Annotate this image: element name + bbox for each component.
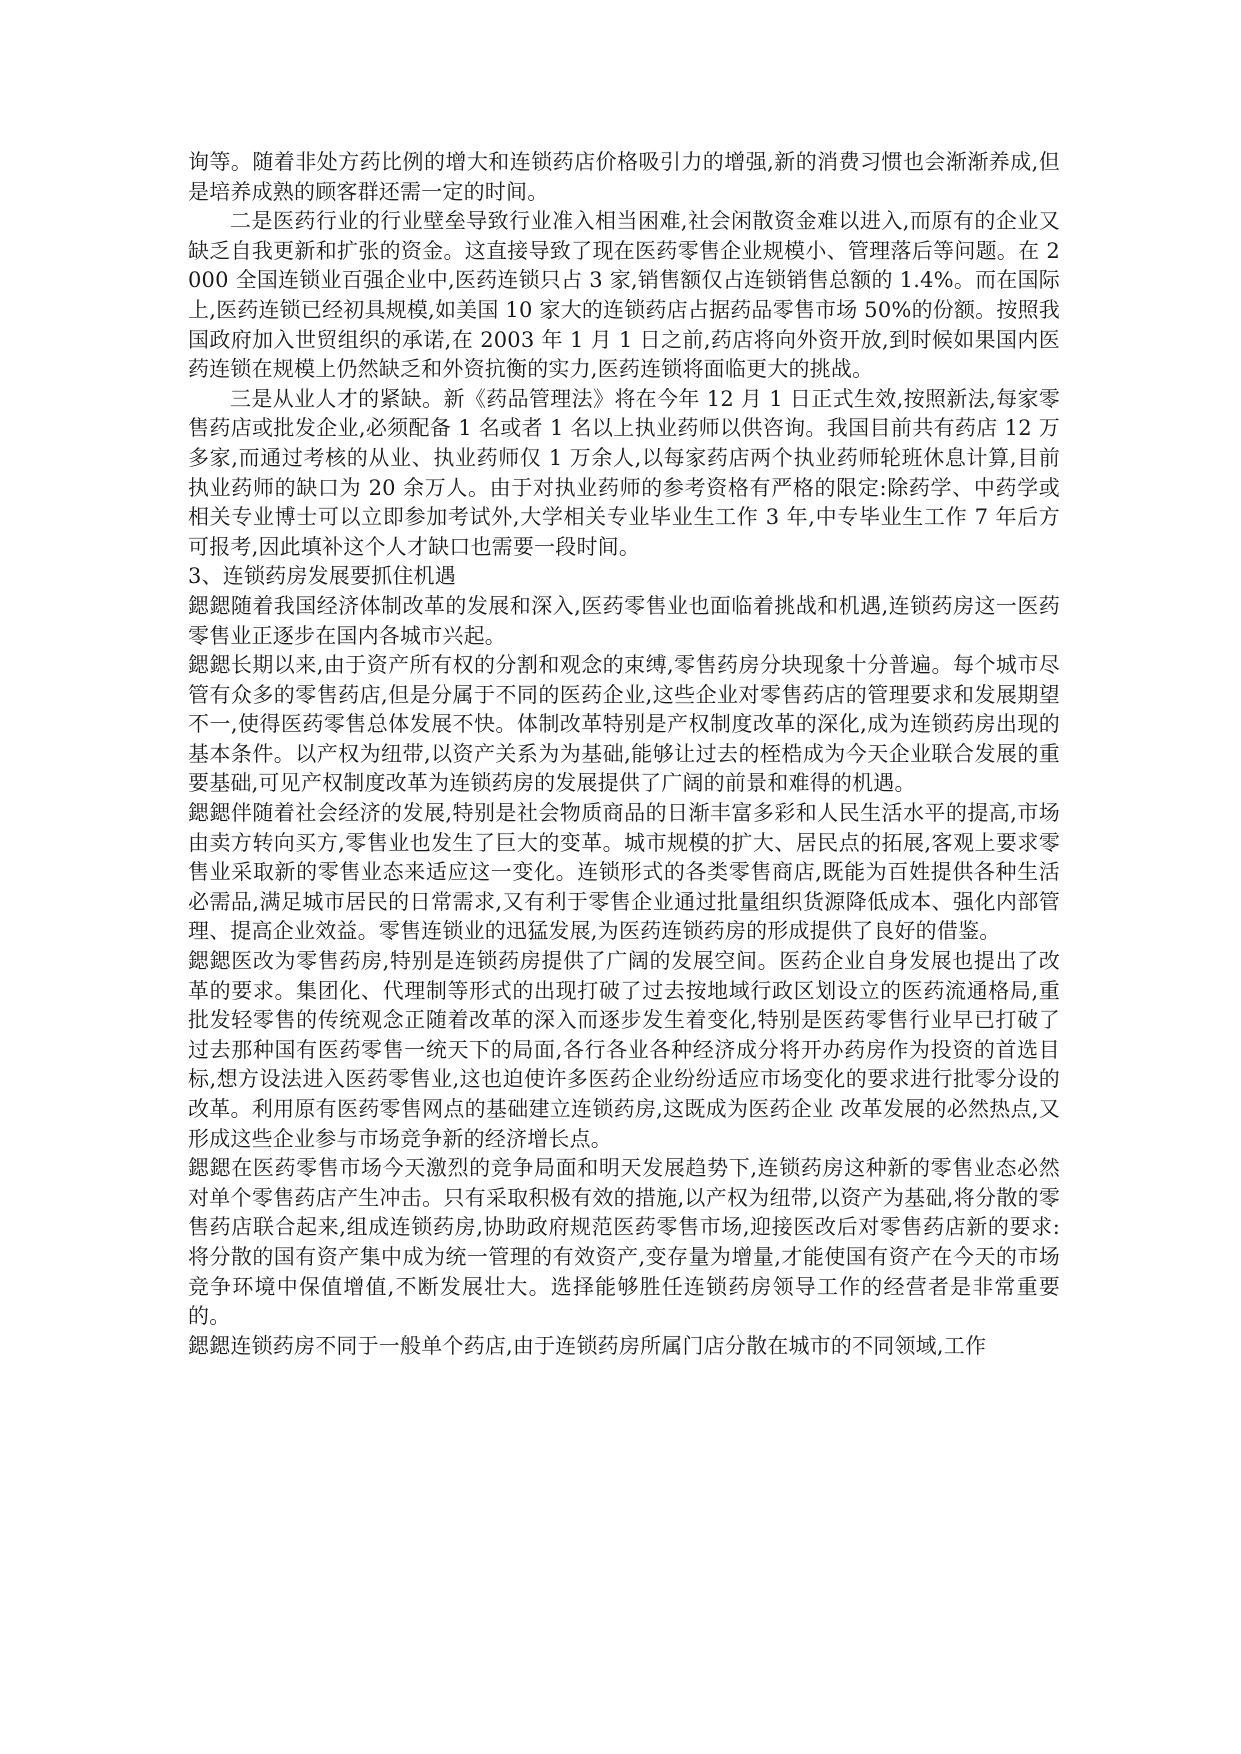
paragraph-1: 询等。随着非处方药比例的增大和连锁药店价格吸引力的增强,新的消费习惯也会渐渐养成,但是培养成熟的顾客群还需一定的时间。 [188,150,1060,204]
paragraph-8: 鍶鍶医改为零售药房,特别是连锁药房提供了广阔的发展空间。医药企业自身发展也提出了改革的要求。集团化、代理制等形式的出现打破了过去按地域行政区划设立的医药流通格局,重批发轻零售的传统观念正随着改革的深入而逐步发生着变化,特别是医药零售行业早已打破了过去那种国有医药零售一统天下的局面,各行各业各种经济成分将开办药房作为投资的首选目标,想方设法进入医药零售业,这也迫使许多医药企业纷纷适应市场变化的要求进行批零分设的改革。利用原有医药零售网点的基础建立连锁药房,这既成为医药企业 改革发展的必然热点,又形成这些企业参与市场竞争新的经济增长点。 [188,949,1060,1151]
document-body [188,148,1060,1361]
paragraph-5: 鍶鍶随着我国经济体制改革的发展和深入,医药零售业也面临着挑战和机遇,连锁药房这一医药零售业正逐步在国内各城市兴起。 [188,593,1060,648]
paragraph-6: 鍶鍶长期以来,由于资产所有权的分割和观念的束缚,零售药房分块现象十分普遍。每个城市尽管有众多的零售药店,但是分属于不同的医药企业,这些企业对零售药店的管理要求和发展期望不一,使得医药零售总体发展不快。体制改革特别是产权制度改革的深化,成为连锁药房出现的基本条件。以产权为纽带,以资产关系为为基础,能够让过去的桎梏成为今天企业联合发展的重要基础,可见产权制度改革为连锁药房的发展提供了广阔的前景和难得的机遇。 [188,653,1060,796]
paragraph-10: 鍶鍶连锁药房不同于一般单个药店,由于连锁药房所属门店分散在城市的不同领域,工作 [188,1333,987,1358]
paragraph-2: 二是医药行业的行业壁垒导致行业准入相当困难,社会闲散资金难以进入,而原有的企业又缺乏自我更新和扩张的资金。这直接导致了现在医药零售企业规模小、管理落后等问题。在 2000 全国连锁业百强企业中,医药连锁只占 3 家,销售额仅占连锁销售总额的 1.4%。而在国际上,医药连锁已经初具规模,如美国 10 家大的连锁药店占据药品零售市场 50%的份额。按照我国政府加入世贸组织的承诺,在 2003 年 1 月 1 日之前,药店将向外资开放,到时候如果国内医药连锁在规模上仍然缺乏和外资抗衡的实力,医药连锁将面临更大的挑战。 [188,209,1060,382]
paragraph-3: 三是从业人才的紧缺。新《药品管理法》将在今年 12 月 1 日正式生效,按照新法,每家零售药店或批发企业,必须配备 1 名或者 1 名以上执业药师以供咨询。我国目前共有药店 12 万多家,而通过考核的从业、执业药师仅 1 万余人,以每家药店两个执业药师轮班休息计算,目前执业药师的缺口为 20 余万人。由于对执业药师的参考资格有严格的限定:除药学、中药学或相关专业博士可以立即参加考试外,大学相关专业毕业生工作 3 年,中专毕业生工作 7 年后方可报考,因此填补这个人才缺口也需要一段时间。 [188,386,1060,559]
section-heading: 3、连锁药房发展要抓住机遇 [188,564,456,589]
paragraph-9: 鍶鍶在医药零售市场今天激烈的竞争局面和明天发展趋势下,连锁药房这种新的零售业态必然对单个零售药店产生冲击。只有采取积极有效的措施,以产权为纽带,以资产为基础,将分散的零售药店联合起来,组成连锁药房,协助政府规范医药零售市场,迎接医改后对零售药店新的要求:将分散的国有资产集中成为统一管理的有效资产,变存量为增量,才能使国有资产在今天的市场竞争环境中保值增值,不断发展壮大。选择能够胜任连锁药房领导工作的经营者是非常重要的。 [188,1156,1060,1329]
paragraph-7: 鍶鍶伴随着社会经济的发展,特别是社会物质商品的日渐丰富多彩和人民生活水平的提高,市场由卖方转向买方,零售业也发生了巨大的变革。城市规模的扩大、居民点的拓展,客观上要求零售业采取新的零售业态来适应这一变化。连锁形式的各类零售商店,既能为百姓提供各种生活必需品,满足城市居民的日常需求,又有利于零售企业通过批量组织货源降低成本、强化内部管理、提高企业效益。零售连锁业的迅猛发展,为医药连锁药房的形成提供了良好的借鉴。 [188,801,1060,944]
